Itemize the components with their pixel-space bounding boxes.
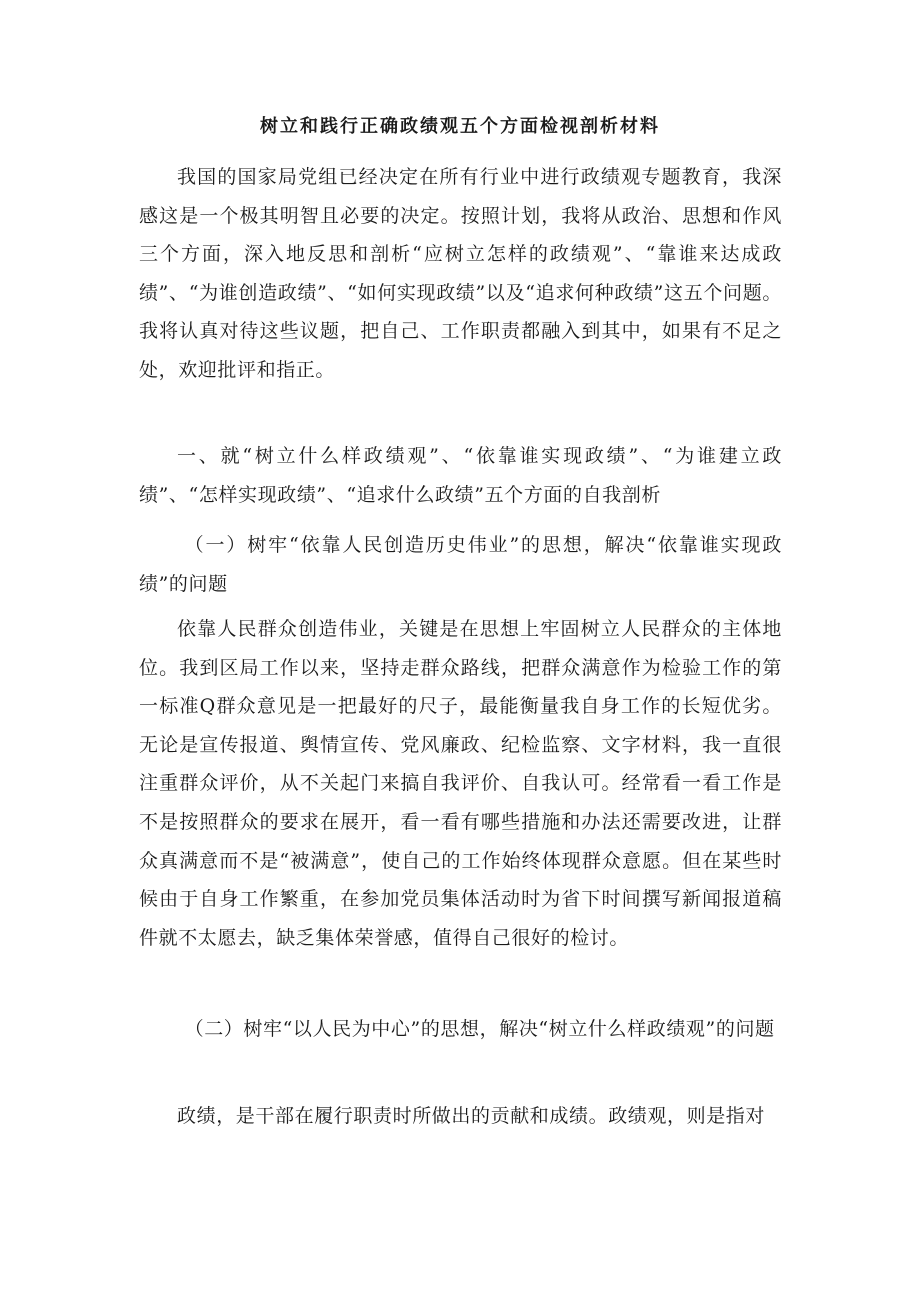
subsection-heading-2: （二）树牢“以人民为中心”的思想，解决“树立什么样政绩观”的问题 bbox=[184, 1018, 775, 1040]
body-paragraph-1: 依靠人民群众创造伟业，关键是在思想上牢固树立人民群众的主体地位。我到区局工作以来，坚持走群众路线，把群众满意作为检验工作的第一标准Q群众意见是一把最好的尺子，最能衡量我自身工作的长短优劣。无论是宣传报道、舆情宣传、党风廉政、纪检监察、文字材料，我一直很注重群众评价，从不关起门来搞自我评价、自我认可。经常看一看工作是不是按照群众的要求在展开，看一看有哪些措施和办法还需要改进，让群众真满意而不是“被满意”，使自己的工作始终体现群众意愿。但在某些时候由于自身工作繁重，在参加党员集体活动时为省下时间撰写新闻报道稿件就不太愿去，缺乏集体荣誉感，值得自己很好的检讨。 bbox=[139, 618, 782, 949]
intro-paragraph: 我国的国家局党组已经决定在所有行业中进行政绩观专题教育，我深感这是一个极其明智且必要的决定。按照计划，我将从政治、思想和作风三个方面，深入地反思和剖析“应树立怎样的政绩观”、“靠谁来达成政绩”、“为谁创造政绩”、“如何实现政绩”以及“追求何种政绩”这五个问题。我将认真对待这些议题，把自己、工作职责都融入到其中，如果有不足之处，欢迎批评和指正。 bbox=[139, 166, 782, 381]
subsection-heading-1: （一）树牢“依靠人民创造历史伟业”的思想，解决“依靠谁实现政绩”的问题 bbox=[139, 534, 782, 595]
section-heading-1: 一、就“树立什么样政绩观”、“依靠谁实现政绩”、“为谁建立政绩”、“怎样实现政绩”、“追求什么政绩”五个方面的自我剖析 bbox=[139, 445, 782, 506]
document-title: 树立和践行正确政绩观五个方面检视剖析材料 bbox=[260, 116, 660, 137]
body-paragraph-2: 政绩，是干部在履行职责时所做出的贡献和成绩。政绩观，则是指对 bbox=[177, 1105, 766, 1127]
